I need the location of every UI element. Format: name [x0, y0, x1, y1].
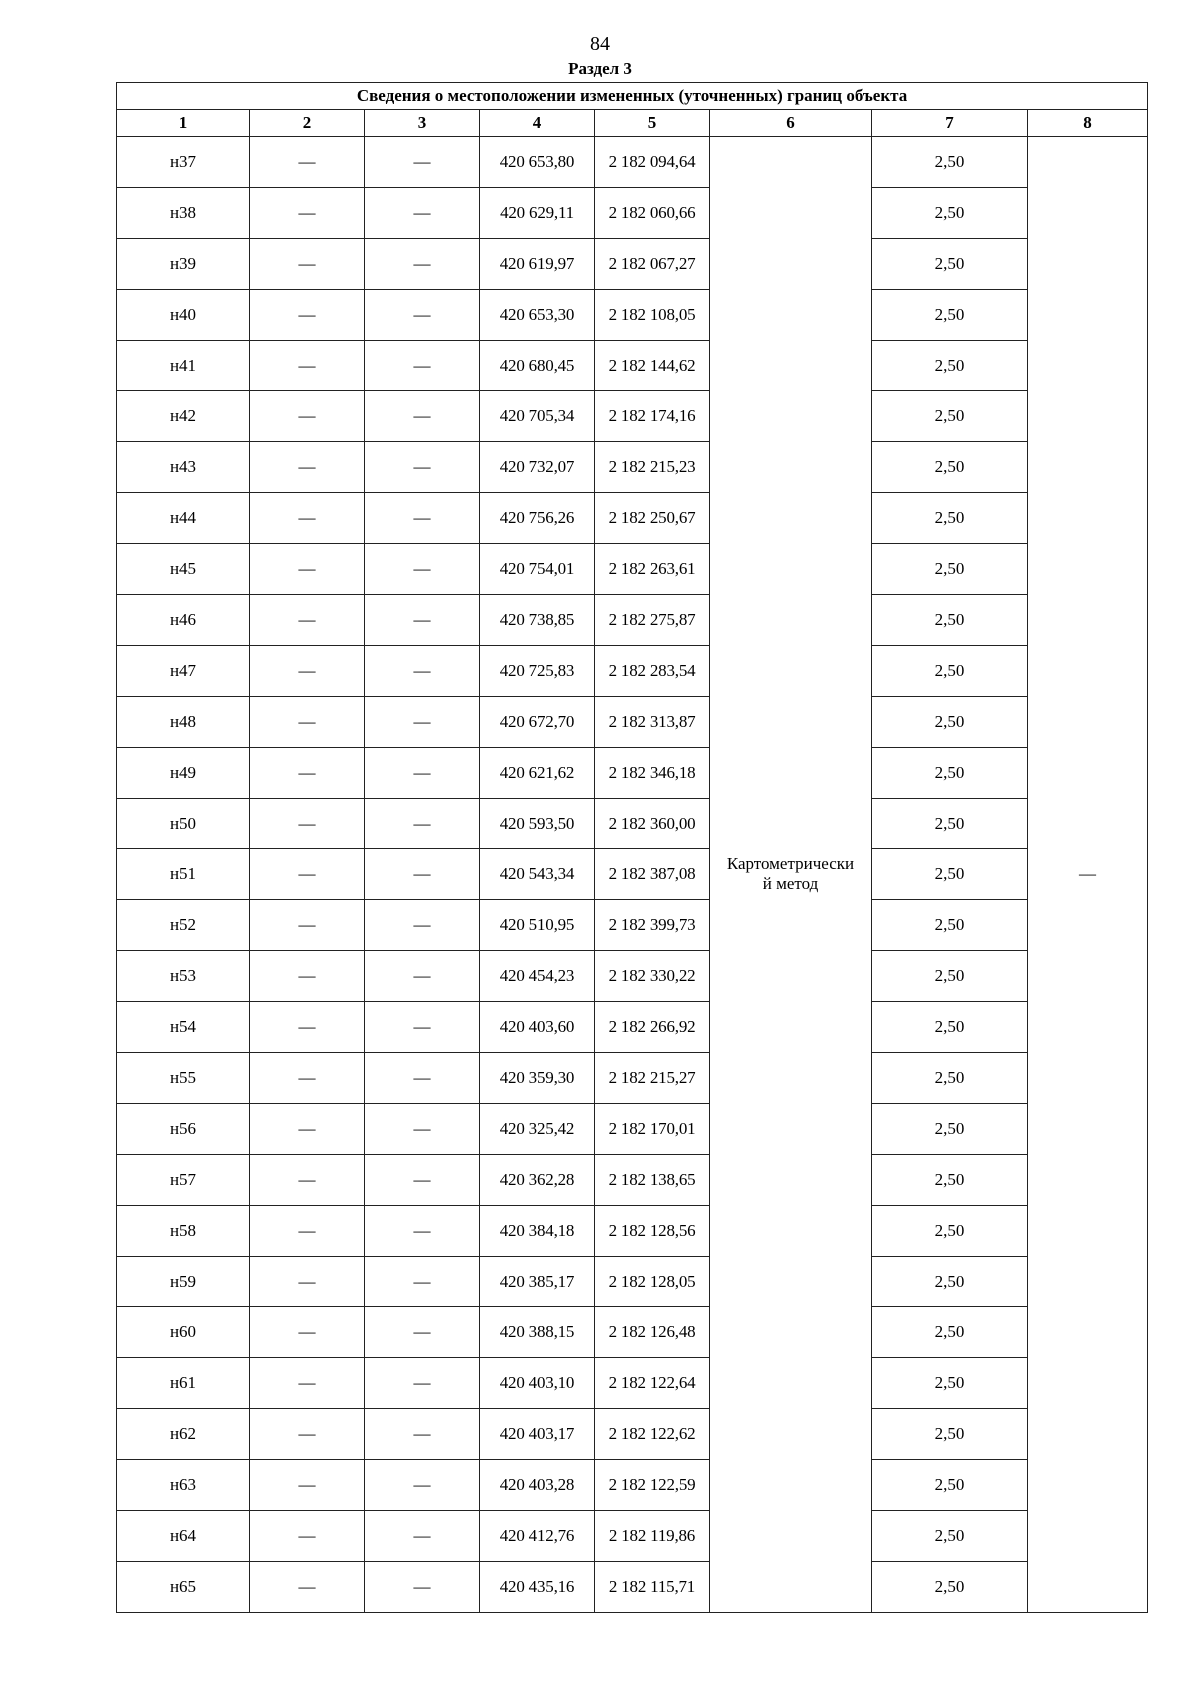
table-row — [117, 1205, 1148, 1256]
column-3-cell: — — [365, 798, 480, 849]
table-row — [117, 1154, 1148, 1205]
point-name-cell: н59 — [117, 1256, 250, 1307]
column-2-cell: — — [250, 1358, 365, 1409]
table-row — [117, 645, 1148, 696]
point-name-cell: н37 — [117, 137, 250, 188]
column-2-cell: — — [250, 340, 365, 391]
x-coordinate-cell: 420 619,97 — [480, 238, 595, 289]
column-3-cell: — — [365, 900, 480, 951]
column-3-cell: — — [365, 187, 480, 238]
table-row — [117, 1409, 1148, 1460]
x-coordinate-cell: 420 653,30 — [480, 289, 595, 340]
point-name-cell: н39 — [117, 238, 250, 289]
point-name-cell: н38 — [117, 187, 250, 238]
column-3-cell: — — [365, 1002, 480, 1053]
accuracy-cell: 2,50 — [872, 1103, 1028, 1154]
column-2-cell: — — [250, 849, 365, 900]
x-coordinate-cell: 420 403,28 — [480, 1460, 595, 1511]
x-coordinate-cell: 420 388,15 — [480, 1307, 595, 1358]
table-row — [117, 1358, 1148, 1409]
y-coordinate-cell: 2 182 283,54 — [595, 645, 710, 696]
method-cell — [710, 137, 872, 1613]
table-row — [117, 595, 1148, 646]
table-row — [117, 798, 1148, 849]
y-coordinate-cell: 2 182 170,01 — [595, 1103, 710, 1154]
column-2-cell: — — [250, 900, 365, 951]
column-2-cell: — — [250, 1256, 365, 1307]
point-name-cell: н49 — [117, 747, 250, 798]
accuracy-cell: 2,50 — [872, 849, 1028, 900]
accuracy-cell: 2,50 — [872, 187, 1028, 238]
point-name-cell: н56 — [117, 1103, 250, 1154]
y-coordinate-cell: 2 182 275,87 — [595, 595, 710, 646]
x-coordinate-cell: 420 384,18 — [480, 1205, 595, 1256]
point-name-cell: н40 — [117, 289, 250, 340]
accuracy-cell: 2,50 — [872, 1460, 1028, 1511]
y-coordinate-cell: 2 182 115,71 — [595, 1561, 710, 1612]
x-coordinate-cell: 420 754,01 — [480, 544, 595, 595]
x-coordinate-cell: 420 725,83 — [480, 645, 595, 696]
y-coordinate-cell: 2 182 094,64 — [595, 137, 710, 188]
accuracy-cell: 2,50 — [872, 1053, 1028, 1104]
accuracy-cell: 2,50 — [872, 1561, 1028, 1612]
column-3-cell: — — [365, 951, 480, 1002]
column-2-cell: — — [250, 137, 365, 188]
x-coordinate-cell: 420 756,26 — [480, 493, 595, 544]
x-coordinate-cell: 420 325,42 — [480, 1103, 595, 1154]
column-3-cell: — — [365, 849, 480, 900]
table-row — [117, 340, 1148, 391]
table-row — [117, 137, 1148, 188]
column-3-cell: — — [365, 493, 480, 544]
table-row — [117, 442, 1148, 493]
column-3-cell: — — [365, 696, 480, 747]
column-number-7: 7 — [872, 110, 1028, 137]
accuracy-cell: 2,50 — [872, 747, 1028, 798]
point-name-cell: н58 — [117, 1205, 250, 1256]
point-name-cell: н45 — [117, 544, 250, 595]
accuracy-cell: 2,50 — [872, 1205, 1028, 1256]
point-name-cell: н42 — [117, 391, 250, 442]
y-coordinate-cell: 2 182 360,00 — [595, 798, 710, 849]
accuracy-cell: 2,50 — [872, 238, 1028, 289]
column-2-cell: — — [250, 1511, 365, 1562]
table-row — [117, 1511, 1148, 1562]
column-2-cell: — — [250, 1053, 365, 1104]
y-coordinate-cell: 2 182 263,61 — [595, 544, 710, 595]
accuracy-cell: 2,50 — [872, 1409, 1028, 1460]
y-coordinate-cell: 2 182 138,65 — [595, 1154, 710, 1205]
x-coordinate-cell: 420 680,45 — [480, 340, 595, 391]
accuracy-cell: 2,50 — [872, 391, 1028, 442]
y-coordinate-cell: 2 182 128,56 — [595, 1205, 710, 1256]
column-3-cell: — — [365, 1358, 480, 1409]
accuracy-cell: 2,50 — [872, 1256, 1028, 1307]
column-2-cell: — — [250, 289, 365, 340]
x-coordinate-cell: 420 621,62 — [480, 747, 595, 798]
column-3-cell: — — [365, 340, 480, 391]
y-coordinate-cell: 2 182 266,92 — [595, 1002, 710, 1053]
column-2-cell: — — [250, 442, 365, 493]
y-coordinate-cell: 2 182 250,67 — [595, 493, 710, 544]
x-coordinate-cell: 420 738,85 — [480, 595, 595, 646]
x-coordinate-cell: 420 403,10 — [480, 1358, 595, 1409]
column-2-cell: — — [250, 187, 365, 238]
point-name-cell: н53 — [117, 951, 250, 1002]
table-row — [117, 187, 1148, 238]
point-name-cell: н65 — [117, 1561, 250, 1612]
column-2-cell: — — [250, 747, 365, 798]
column-3-cell: — — [365, 1154, 480, 1205]
column-2-cell: — — [250, 1154, 365, 1205]
column-2-cell: — — [250, 595, 365, 646]
table-row — [117, 238, 1148, 289]
accuracy-cell: 2,50 — [872, 645, 1028, 696]
column-number-1: 1 — [117, 110, 250, 137]
column-number-3: 3 — [365, 110, 480, 137]
y-coordinate-cell: 2 182 067,27 — [595, 238, 710, 289]
table-row — [117, 1256, 1148, 1307]
point-name-cell: н54 — [117, 1002, 250, 1053]
column-2-cell: — — [250, 798, 365, 849]
y-coordinate-cell: 2 182 119,86 — [595, 1511, 710, 1562]
table-row — [117, 1561, 1148, 1612]
column-number-2: 2 — [250, 110, 365, 137]
column-2-cell: — — [250, 1103, 365, 1154]
column-2-cell: — — [250, 544, 365, 595]
accuracy-cell: 2,50 — [872, 493, 1028, 544]
column-3-cell: — — [365, 645, 480, 696]
point-name-cell: н61 — [117, 1358, 250, 1409]
column-3-cell: — — [365, 1103, 480, 1154]
boundary-coordinates-table — [116, 82, 1148, 1613]
accuracy-cell: 2,50 — [872, 951, 1028, 1002]
y-coordinate-cell: 2 182 346,18 — [595, 747, 710, 798]
point-name-cell: н43 — [117, 442, 250, 493]
point-name-cell: н51 — [117, 849, 250, 900]
column-3-cell: — — [365, 747, 480, 798]
y-coordinate-cell: 2 182 128,05 — [595, 1256, 710, 1307]
x-coordinate-cell: 420 672,70 — [480, 696, 595, 747]
y-coordinate-cell: 2 182 215,23 — [595, 442, 710, 493]
column-2-cell: — — [250, 1561, 365, 1612]
x-coordinate-cell: 420 385,17 — [480, 1256, 595, 1307]
x-coordinate-cell: 420 359,30 — [480, 1053, 595, 1104]
y-coordinate-cell: 2 182 399,73 — [595, 900, 710, 951]
column-3-cell: — — [365, 544, 480, 595]
y-coordinate-cell: 2 182 313,87 — [595, 696, 710, 747]
point-name-cell: н60 — [117, 1307, 250, 1358]
accuracy-cell: 2,50 — [872, 340, 1028, 391]
point-name-cell: н64 — [117, 1511, 250, 1562]
accuracy-cell: 2,50 — [872, 137, 1028, 188]
accuracy-cell: 2,50 — [872, 1154, 1028, 1205]
page-number: 84 — [590, 33, 610, 55]
x-coordinate-cell: 420 629,11 — [480, 187, 595, 238]
y-coordinate-cell: 2 182 174,16 — [595, 391, 710, 442]
table-caption: Сведения о местоположении измененных (уточненных) границ объекта — [117, 83, 1148, 110]
table-body — [117, 137, 1148, 1613]
column-3-cell: — — [365, 1256, 480, 1307]
column-2-cell: — — [250, 493, 365, 544]
table-row — [117, 289, 1148, 340]
column-2-cell: — — [250, 1205, 365, 1256]
table-row — [117, 900, 1148, 951]
x-coordinate-cell: 420 403,17 — [480, 1409, 595, 1460]
column-3-cell: — — [365, 1561, 480, 1612]
column-8-cell: — — [1028, 137, 1148, 1613]
method-text-line-1: Картометрически — [726, 854, 855, 874]
column-2-cell: — — [250, 645, 365, 696]
y-coordinate-cell: 2 182 144,62 — [595, 340, 710, 391]
point-name-cell: н62 — [117, 1409, 250, 1460]
column-2-cell: — — [250, 1409, 365, 1460]
y-coordinate-cell: 2 182 060,66 — [595, 187, 710, 238]
y-coordinate-cell: 2 182 108,05 — [595, 289, 710, 340]
x-coordinate-cell: 420 543,34 — [480, 849, 595, 900]
point-name-cell: н52 — [117, 900, 250, 951]
table-row — [117, 1460, 1148, 1511]
y-coordinate-cell: 2 182 387,08 — [595, 849, 710, 900]
column-2-cell: — — [250, 1307, 365, 1358]
column-3-cell: — — [365, 1307, 480, 1358]
column-2-cell: — — [250, 1002, 365, 1053]
point-name-cell: н50 — [117, 798, 250, 849]
column-2-cell: — — [250, 1460, 365, 1511]
table-row — [117, 696, 1148, 747]
y-coordinate-cell: 2 182 122,62 — [595, 1409, 710, 1460]
x-coordinate-cell: 420 435,16 — [480, 1561, 595, 1612]
column-3-cell: — — [365, 595, 480, 646]
column-3-cell: — — [365, 289, 480, 340]
accuracy-cell: 2,50 — [872, 900, 1028, 951]
accuracy-cell: 2,50 — [872, 289, 1028, 340]
column-3-cell: — — [365, 1460, 480, 1511]
point-name-cell: н57 — [117, 1154, 250, 1205]
column-3-cell: — — [365, 1511, 480, 1562]
y-coordinate-cell: 2 182 126,48 — [595, 1307, 710, 1358]
accuracy-cell: 2,50 — [872, 442, 1028, 493]
table-row — [117, 1307, 1148, 1358]
accuracy-cell: 2,50 — [872, 696, 1028, 747]
x-coordinate-cell: 420 403,60 — [480, 1002, 595, 1053]
column-2-cell: — — [250, 951, 365, 1002]
section-title: Раздел 3 — [568, 59, 632, 78]
table-row — [117, 747, 1148, 798]
column-3-cell: — — [365, 1409, 480, 1460]
column-3-cell: — — [365, 238, 480, 289]
point-name-cell: н63 — [117, 1460, 250, 1511]
x-coordinate-cell: 420 510,95 — [480, 900, 595, 951]
accuracy-cell: 2,50 — [872, 544, 1028, 595]
accuracy-cell: 2,50 — [872, 798, 1028, 849]
x-coordinate-cell: 420 705,34 — [480, 391, 595, 442]
column-number-row — [117, 110, 1148, 137]
point-name-cell: н44 — [117, 493, 250, 544]
column-number-5: 5 — [595, 110, 710, 137]
x-coordinate-cell: 420 362,28 — [480, 1154, 595, 1205]
accuracy-cell: 2,50 — [872, 1511, 1028, 1562]
accuracy-cell: 2,50 — [872, 1307, 1028, 1358]
column-3-cell: — — [365, 1053, 480, 1104]
y-coordinate-cell: 2 182 215,27 — [595, 1053, 710, 1104]
column-number-4: 4 — [480, 110, 595, 137]
column-2-cell: — — [250, 391, 365, 442]
y-coordinate-cell: 2 182 122,59 — [595, 1460, 710, 1511]
x-coordinate-cell: 420 653,80 — [480, 137, 595, 188]
accuracy-cell: 2,50 — [872, 1002, 1028, 1053]
x-coordinate-cell: 420 454,23 — [480, 951, 595, 1002]
method-text-line-2: й метод — [762, 874, 819, 894]
column-number-6: 6 — [710, 110, 872, 137]
column-3-cell: — — [365, 1205, 480, 1256]
table-row — [117, 493, 1148, 544]
accuracy-cell: 2,50 — [872, 1358, 1028, 1409]
x-coordinate-cell: 420 732,07 — [480, 442, 595, 493]
table-row — [117, 1053, 1148, 1104]
column-3-cell: — — [365, 137, 480, 188]
point-name-cell: н48 — [117, 696, 250, 747]
x-coordinate-cell: 420 412,76 — [480, 1511, 595, 1562]
point-name-cell: н46 — [117, 595, 250, 646]
x-coordinate-cell: 420 593,50 — [480, 798, 595, 849]
y-coordinate-cell: 2 182 122,64 — [595, 1358, 710, 1409]
table-row — [117, 544, 1148, 595]
table-row — [117, 1002, 1148, 1053]
y-coordinate-cell: 2 182 330,22 — [595, 951, 710, 1002]
table-row — [117, 391, 1148, 442]
point-name-cell: н55 — [117, 1053, 250, 1104]
column-2-cell: — — [250, 238, 365, 289]
table-row — [117, 951, 1148, 1002]
column-3-cell: — — [365, 391, 480, 442]
point-name-cell: н41 — [117, 340, 250, 391]
table-caption-row — [117, 83, 1148, 110]
table-row — [117, 849, 1148, 900]
column-number-8: 8 — [1028, 110, 1148, 137]
accuracy-cell: 2,50 — [872, 595, 1028, 646]
column-2-cell: — — [250, 696, 365, 747]
point-name-cell: н47 — [117, 645, 250, 696]
table-row — [117, 1103, 1148, 1154]
column-3-cell: — — [365, 442, 480, 493]
